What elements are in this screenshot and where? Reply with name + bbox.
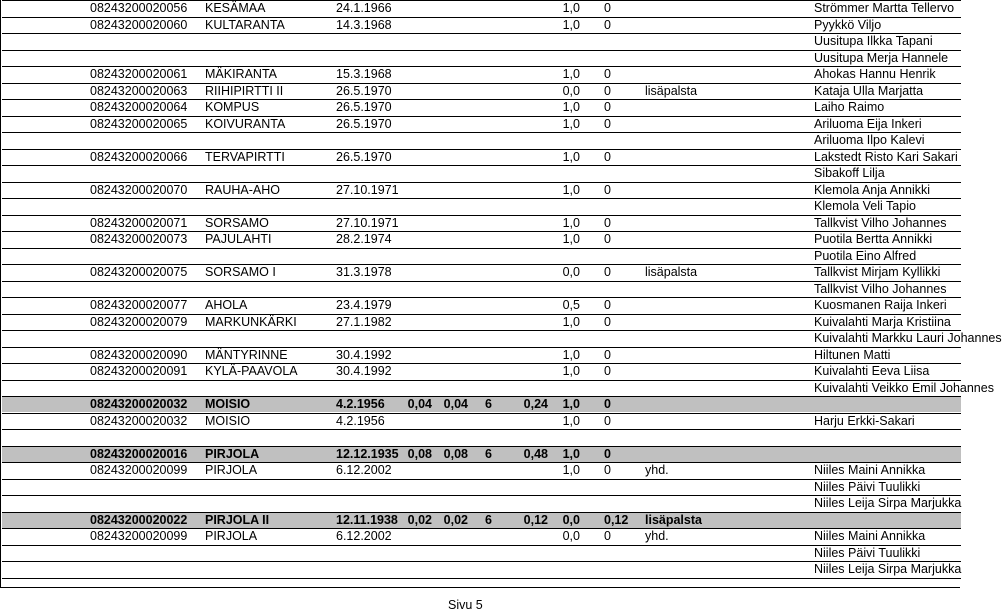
table-row — [2, 231, 961, 247]
table-row — [2, 561, 961, 577]
count-value: 0 — [604, 17, 611, 32]
table-row — [2, 297, 961, 313]
property-id: 08243200020090 — [90, 347, 188, 362]
count-value: 0 — [604, 347, 611, 362]
owner-name: Niiles Leija Sirpa Marjukka — [814, 562, 962, 576]
property-id: 08243200020032 — [90, 397, 188, 411]
area-total: 0,24 — [523, 397, 548, 411]
property-id: 08243200020032 — [90, 413, 188, 428]
property-name: PIRJOLA II — [205, 512, 270, 527]
count-value: 0 — [604, 215, 611, 230]
property-id: 08243200020073 — [90, 232, 188, 246]
property-name: KESÄMAA — [205, 1, 266, 15]
property-id: 08243200020065 — [90, 116, 188, 131]
table-row — [2, 215, 961, 231]
table-row — [2, 149, 961, 165]
count-value: 0 — [604, 397, 611, 411]
owner-name: Kuivalahti Eeva Liisa — [814, 364, 930, 378]
registration-date: 27.10.1971 — [336, 182, 399, 197]
property-name: MARKUNKÄRKI — [205, 314, 297, 329]
share-fraction: 0,5 — [562, 298, 580, 312]
area-1: 0,02 — [407, 512, 432, 527]
table-row — [2, 528, 961, 544]
property-id: 08243200020063 — [90, 83, 188, 98]
area-total: 0,48 — [523, 446, 548, 461]
table-row — [2, 396, 961, 412]
registration-date: 26.5.1970 — [336, 83, 392, 98]
share-fraction: 1,0 — [562, 413, 580, 428]
table-row — [2, 462, 961, 478]
registration-date: 26.5.1970 — [336, 149, 392, 164]
property-name: MÄNTYRINNE — [205, 347, 288, 362]
owner-name: Kuivalahti Markku Lauri Johannes — [814, 331, 1002, 345]
property-name: MÄKIRANTA — [205, 67, 277, 81]
area-2: 0,02 — [443, 512, 468, 527]
count-value: 0 — [604, 364, 611, 378]
owner-name: Tallkvist Mirjam Kyllikki — [814, 265, 941, 279]
owner-name: Niiles Maini Annikka — [814, 529, 926, 543]
property-name: RAUHA-AHO — [205, 182, 281, 197]
owner-name: Niiles Päivi Tuulikki — [814, 545, 921, 560]
count-value: 0 — [604, 298, 611, 312]
owner-name: Strömmer Martta Tellervo — [814, 1, 955, 15]
registration-date: 6.12.2002 — [336, 529, 392, 543]
registration-date: 27.1.1982 — [336, 314, 392, 329]
share-fraction: 1,0 — [562, 463, 580, 477]
owner-name: Kuosmanen Raija Inkeri — [814, 298, 947, 312]
note: yhd. — [645, 529, 669, 543]
count-value: 0 — [604, 182, 611, 197]
registration-date: 12.11.1938 — [336, 512, 398, 527]
owner-name: Ahokas Hannu Henrik — [814, 67, 936, 81]
share-fraction: 1,0 — [562, 149, 580, 164]
page-number: Sivu 5 — [448, 598, 483, 612]
owner-name: Klemola Anja Annikki — [814, 182, 931, 197]
owner-name: Uusitupa Merja Hannele — [814, 50, 949, 65]
owner-name: Puotila Eino Alfred — [814, 248, 917, 263]
table-row — [2, 479, 961, 495]
share-fraction: 1,0 — [562, 364, 580, 378]
share-fraction: 0,0 — [562, 512, 580, 527]
table-row — [2, 17, 961, 33]
share-fraction: 0,0 — [562, 529, 580, 543]
count-value: 0 — [604, 314, 611, 329]
owner-name: Kataja Ulla Marjatta — [814, 83, 924, 98]
share-fraction: 1,0 — [562, 314, 580, 329]
table-row — [2, 33, 961, 49]
property-id: 08243200020099 — [90, 463, 188, 477]
owner-name: Tallkvist Vilho Johannes — [814, 215, 947, 230]
registration-date: 4.2.1956 — [336, 397, 385, 411]
table-row — [2, 50, 961, 66]
owner-name: Klemola Veli Tapio — [814, 199, 916, 213]
registration-date: 30.4.1992 — [336, 364, 392, 378]
property-id: 08243200020056 — [90, 1, 188, 15]
owner-name: Kuivalahti Veikko Emil Johannes — [814, 380, 994, 395]
count-value: 0 — [604, 1, 611, 15]
table-row — [2, 363, 961, 379]
property-id: 08243200020066 — [90, 149, 188, 164]
owner-name: Laiho Raimo — [814, 100, 885, 114]
table-row — [2, 380, 994, 396]
registration-date: 4.2.1956 — [336, 413, 385, 428]
property-id: 08243200020099 — [90, 529, 188, 543]
count-value: 0 — [604, 265, 611, 279]
table-row — [2, 578, 961, 594]
share-fraction: 1,0 — [562, 397, 580, 411]
registration-date: 12.12.1935 — [336, 446, 399, 461]
share-fraction: 1,0 — [562, 116, 580, 131]
table-row — [2, 0, 961, 16]
table-row — [2, 198, 961, 214]
table-row — [2, 132, 961, 148]
table-row — [2, 165, 961, 181]
property-id: 08243200020075 — [90, 265, 188, 279]
table-row — [2, 446, 961, 462]
area-2: 0,08 — [443, 446, 468, 461]
table-row — [2, 99, 961, 115]
table-row — [2, 314, 961, 330]
property-name: KULTARANTA — [205, 17, 285, 32]
class-value: 6 — [485, 446, 492, 461]
registration-date: 31.3.1978 — [336, 265, 392, 279]
share-fraction: 1,0 — [562, 1, 580, 15]
registration-date: 30.4.1992 — [336, 347, 392, 362]
note: lisäpalsta — [645, 265, 698, 279]
table-row — [2, 116, 961, 132]
table-row — [2, 495, 961, 511]
count-value: 0,12 — [604, 512, 629, 527]
share-fraction: 0,0 — [562, 265, 580, 279]
owner-name: Niiles Päivi Tuulikki — [814, 479, 921, 494]
property-name: TERVAPIRTTI — [205, 149, 285, 164]
property-name: PAJULAHTI — [205, 232, 272, 246]
owner-name: Niiles Maini Annikka — [814, 463, 926, 477]
property-id: 08243200020061 — [90, 67, 188, 81]
share-fraction: 1,0 — [562, 182, 580, 197]
property-name: KOIVURANTA — [205, 116, 286, 131]
table-row — [2, 545, 961, 561]
count-value: 0 — [604, 446, 611, 461]
share-fraction: 1,0 — [562, 215, 580, 230]
share-fraction: 1,0 — [562, 446, 580, 461]
table-row — [2, 264, 961, 280]
table-row — [2, 413, 961, 429]
property-name: MOISIO — [205, 397, 251, 411]
registration-date: 26.5.1970 — [336, 100, 392, 114]
registration-date: 23.4.1979 — [336, 298, 392, 312]
property-id: 08243200020071 — [90, 215, 188, 230]
owner-name: Puotila Bertta Annikki — [814, 232, 933, 246]
property-name: SORSAMO — [205, 215, 269, 230]
table-row — [2, 66, 961, 82]
share-fraction: 1,0 — [562, 67, 580, 81]
table-row — [2, 248, 961, 264]
owner-name: Niiles Leija Sirpa Marjukka — [814, 496, 962, 510]
owner-name: Hiltunen Matti — [814, 347, 891, 362]
owner-name: Kuivalahti Marja Kristiina — [814, 314, 951, 329]
property-name: SORSAMO I — [205, 265, 276, 279]
table-row — [2, 429, 961, 445]
registration-date: 28.2.1974 — [336, 232, 392, 246]
property-id: 08243200020060 — [90, 17, 188, 32]
property-name: PIRJOLA — [205, 446, 260, 461]
count-value: 0 — [604, 116, 611, 131]
registration-date: 6.12.2002 — [336, 463, 392, 477]
property-id: 08243200020079 — [90, 314, 188, 329]
count-value: 0 — [604, 413, 611, 428]
count-value: 0 — [604, 463, 611, 477]
property-name: KOMPUS — [205, 100, 260, 114]
class-value: 6 — [485, 397, 492, 411]
owner-name: Pyykkö Viljo — [814, 17, 882, 32]
property-id: 08243200020064 — [90, 100, 188, 114]
property-name: AHOLA — [205, 298, 248, 312]
owner-name: Uusitupa Ilkka Tapani — [814, 34, 933, 48]
table-row — [2, 330, 1002, 346]
property-id: 08243200020022 — [90, 512, 188, 527]
area-2: 0,04 — [443, 397, 468, 411]
registration-date: 24.1.1966 — [336, 1, 392, 15]
property-name: PIRJOLA — [205, 529, 258, 543]
owner-name: Ariluoma Ilpo Kalevi — [814, 133, 925, 147]
table-row — [2, 512, 961, 528]
count-value: 0 — [604, 232, 611, 246]
count-value: 0 — [604, 100, 611, 114]
count-value: 0 — [604, 529, 611, 543]
owner-name: Tallkvist Vilho Johannes — [814, 281, 947, 296]
property-id: 08243200020070 — [90, 182, 188, 197]
count-value: 0 — [604, 83, 611, 98]
share-fraction: 1,0 — [562, 347, 580, 362]
share-fraction: 1,0 — [562, 232, 580, 246]
owner-name: Ariluoma Eija Inkeri — [814, 116, 922, 131]
class-value: 6 — [485, 512, 492, 527]
property-id: 08243200020091 — [90, 364, 188, 378]
registration-date: 15.3.1968 — [336, 67, 392, 81]
share-fraction: 1,0 — [562, 100, 580, 114]
note: lisäpalsta — [645, 512, 702, 527]
share-fraction: 0,0 — [562, 83, 580, 98]
area-1: 0,08 — [407, 446, 432, 461]
property-id: 08243200020016 — [90, 446, 188, 461]
note: lisäpalsta — [645, 83, 698, 98]
table-row — [2, 182, 961, 198]
owner-name: Harju Erkki-Sakari — [814, 413, 915, 428]
area-1: 0,04 — [407, 397, 432, 411]
property-name: PIRJOLA — [205, 463, 258, 477]
property-name: RIIHIPIRTTI II — [205, 83, 284, 98]
registration-date: 27.10.1971 — [336, 215, 399, 230]
registration-date: 26.5.1970 — [336, 116, 392, 131]
property-name: MOISIO — [205, 413, 251, 428]
share-fraction: 1,0 — [562, 17, 580, 32]
note: yhd. — [645, 463, 669, 477]
property-id: 08243200020077 — [90, 298, 188, 312]
count-value: 0 — [604, 149, 611, 164]
table-row — [2, 347, 961, 363]
owner-name: Lakstedt Risto Kari Sakari — [814, 149, 958, 164]
owner-name: Sibakoff Lilja — [814, 166, 885, 180]
count-value: 0 — [604, 67, 611, 81]
property-name: KYLÄ-PAAVOLA — [205, 364, 298, 378]
table-row — [2, 281, 961, 297]
table-row — [2, 83, 961, 99]
registration-date: 14.3.1968 — [336, 17, 392, 32]
area-total: 0,12 — [523, 512, 548, 527]
